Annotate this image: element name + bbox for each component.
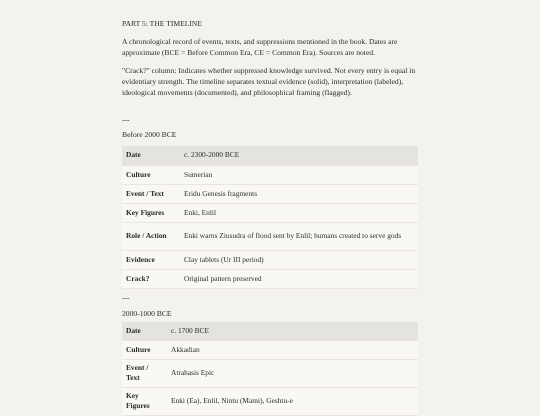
row-key: Culture: [122, 340, 167, 359]
table-row: [122, 387, 418, 415]
row-key: Key Figures: [122, 387, 167, 415]
separator: ---: [122, 293, 130, 302]
table-row: [122, 222, 418, 250]
row-value: Enki warns Ziusudra of flood sent by Enlil; humans created to serve gods: [180, 222, 418, 250]
row-key: Date: [122, 146, 180, 165]
row-key: Role / Action: [122, 222, 180, 250]
row-value: Enki (Ea), Enlil, Nintu (Mami), Geshtu-e: [167, 387, 418, 415]
row-value: c. 2300-2000 BCE: [180, 146, 418, 165]
row-value: Clay tablets (Ur III period): [180, 250, 418, 269]
table-row: [122, 203, 418, 222]
row-key: Culture: [122, 165, 180, 184]
table-row: [122, 250, 418, 269]
table-row: [122, 184, 418, 203]
separator: ---: [122, 115, 130, 124]
table-row: [122, 340, 418, 359]
row-key: Event / Text: [122, 184, 180, 203]
era-title: Before 2000 BCE: [122, 130, 177, 139]
era-title: 2000-1000 BCE: [122, 309, 172, 318]
row-key: Evidence: [122, 250, 180, 269]
row-value: Sumerian: [180, 165, 418, 184]
row-key: Key Figures: [122, 203, 180, 222]
row-value: Atrahasis Epic: [167, 359, 418, 387]
timeline-table: [122, 322, 418, 416]
row-key: Crack?: [122, 269, 180, 288]
table-row: [122, 146, 418, 165]
row-value: Eridu Genesis fragments: [180, 184, 418, 203]
table-row: [122, 322, 418, 340]
table-row: [122, 269, 418, 288]
table-row: [122, 165, 418, 184]
intro-paragraph: A chronological record of events, texts, and suppressions mentioned in the book. Dates are approximate (BCE = Before Common Era, CE = Common Era). Sources are noted.: [122, 37, 398, 57]
row-value: c. 1700 BCE: [167, 322, 418, 340]
row-key: Event / Text: [122, 359, 167, 387]
row-value: Original pattern preserved: [180, 269, 418, 288]
row-value: Enki, Enlil: [180, 203, 418, 222]
row-key: Date: [122, 322, 167, 340]
section-heading: PART 5: THE TIMELINE: [122, 19, 203, 28]
row-value: Akkadian: [167, 340, 418, 359]
timeline-table: [122, 146, 418, 289]
table-row: [122, 359, 418, 387]
crack-note-paragraph: "Crack?" column: Indicates whether suppressed knowledge survived. Not every entry is equal in evidentiary strength. The timeline separates textual evidence (solid), interpretation (labeled), ideological movements (documented), and philosophical framing (flagged).: [122, 66, 416, 97]
